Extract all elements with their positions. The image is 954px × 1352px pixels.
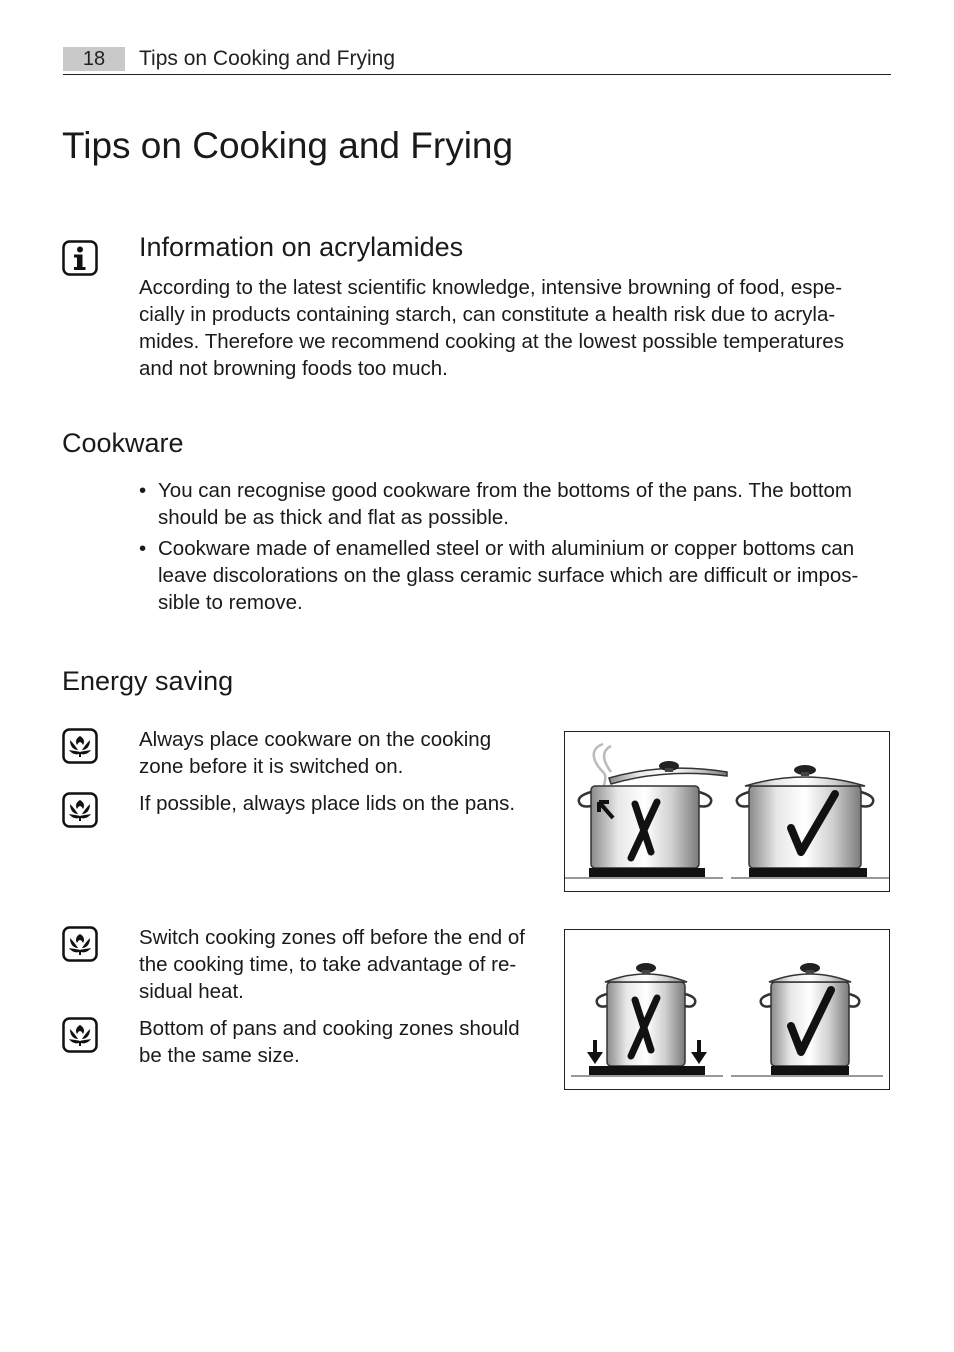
cooking-zone-right bbox=[749, 868, 867, 877]
energy-tip-3: Switch cooking zones off before the end of the cooking time, to take advantage of re- sidual heat. bbox=[139, 926, 525, 1003]
environment-tip-icon bbox=[62, 1017, 98, 1053]
pot-too-small bbox=[587, 963, 707, 1066]
illustration-pan-size bbox=[564, 929, 890, 1090]
energy-tip-2: If possible, always place lids on the pans. bbox=[139, 792, 516, 815]
pot-matching-size bbox=[761, 963, 860, 1066]
page-header bbox=[63, 46, 891, 75]
acrylamides-text: According to the latest scientific knowledge, intensive browning of food, espe- cially in products containing starch, can constitute a health risk due to acryla- mides. Therefore we recommend cooking at the lowest possible temperatures and not browning foods too much. bbox=[139, 276, 844, 380]
info-icon bbox=[62, 240, 98, 276]
bullet-mark: • bbox=[139, 479, 147, 502]
page-title: Tips on Cooking and Frying bbox=[62, 125, 514, 166]
cookware-heading: Cookware bbox=[62, 428, 184, 458]
energy-tip-1: Always place cookware on the cooking zone before it is switched on. bbox=[139, 728, 492, 778]
environment-tip-icon bbox=[62, 926, 98, 962]
environment-tip-icon bbox=[62, 728, 98, 764]
environment-tip-icon bbox=[62, 792, 98, 828]
page-number: 18 bbox=[63, 47, 125, 71]
acrylamides-heading: Information on acrylamides bbox=[139, 232, 464, 262]
illustration-lids bbox=[564, 731, 890, 892]
pot-lid-closed bbox=[737, 765, 874, 868]
energy-tip-4: Bottom of pans and cooking zones should be the same size. bbox=[139, 1017, 520, 1067]
bullet-mark: • bbox=[139, 537, 147, 560]
cooking-zone-left bbox=[589, 1066, 705, 1075]
cooking-zone-left bbox=[589, 868, 705, 877]
pot-lid-tilted bbox=[579, 761, 727, 868]
header-section-title: Tips on Cooking and Frying bbox=[139, 47, 396, 70]
cooking-zone-right bbox=[771, 1066, 849, 1075]
steam-icon bbox=[594, 744, 611, 792]
energy-saving-heading: Energy saving bbox=[62, 666, 234, 696]
